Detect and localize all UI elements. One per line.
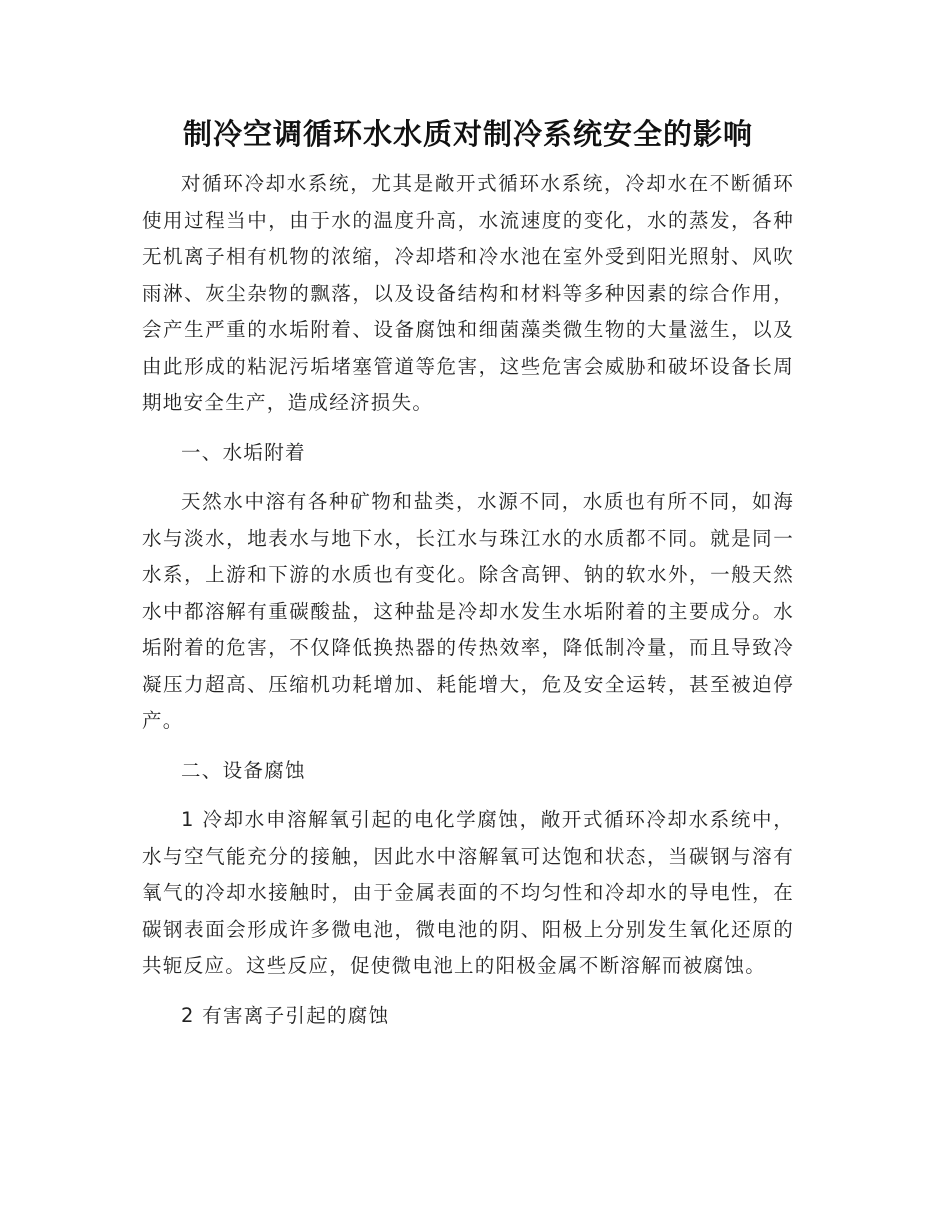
section-heading-corrosion: 二、设备腐蚀: [181, 758, 306, 782]
corrosion-subheading-2: 2 有害离子引起的腐蚀: [181, 1003, 390, 1027]
intro-paragraph: 对循环冷却水系统，尤其是敞开式循环水系统，冷却水在不断循环使用过程当中，由于水的温度升高，水流速度的变化，水的蒸发，各种无机离子相有机物的浓缩，冷却塔和冷水池在室外受到阳光照射、风吹雨淋、灰尘杂物的飘落，以及设备结构和材料等多种因素的综合作用，会产生严重的水垢附着、设备腐蚀和细菌藻类微生物的大量滋生，以及由此形成的粘泥污垢堵塞管道等危害，这些危害会威胁和破坏设备长周期地安全生产，造成经济损失。: [142, 172, 794, 414]
section-heading-scale: 一、水垢附着: [181, 440, 306, 464]
scale-paragraph: 天然水中溶有各种矿物和盐类，水源不同，水质也有所不同，如海水与淡水，地表水与地下水，长江水与珠江水的水质都不同。就是同一水系，上游和下游的水质也有变化。除含高钾、钠的软水外，一般天然水中都溶解有重碳酸盐，这种盐是冷却水发生水垢附着的主要成分。水垢附着的危害，不仅降低换热器的传热效率，降低制冷量，而且导致冷凝压力超高、压缩机功耗增加、耗能增大，危及安全运转，甚至被迫停产。: [142, 490, 794, 732]
document-page: [142, 0, 794, 1230]
corrosion-paragraph-1: 1 冷却水申溶解氧引起的电化学腐蚀，敞开式循环冷却水系统中，水与空气能充分的接触，因此水中溶解氧可达饱和状态，当碳钢与溶有氧气的冷却水接触时，由于金属表面的不均匀性和冷却水的导电性，在碳钢表面会形成许多微电池，微电池的阴、阳极上分别发生氧化还原的共轭反应。这些反应，促使微电池上的阳极金属不断溶解而被腐蚀。: [142, 808, 794, 977]
document-title: 制冷空调循环水水质对制冷系统安全的影响: [182, 117, 753, 151]
